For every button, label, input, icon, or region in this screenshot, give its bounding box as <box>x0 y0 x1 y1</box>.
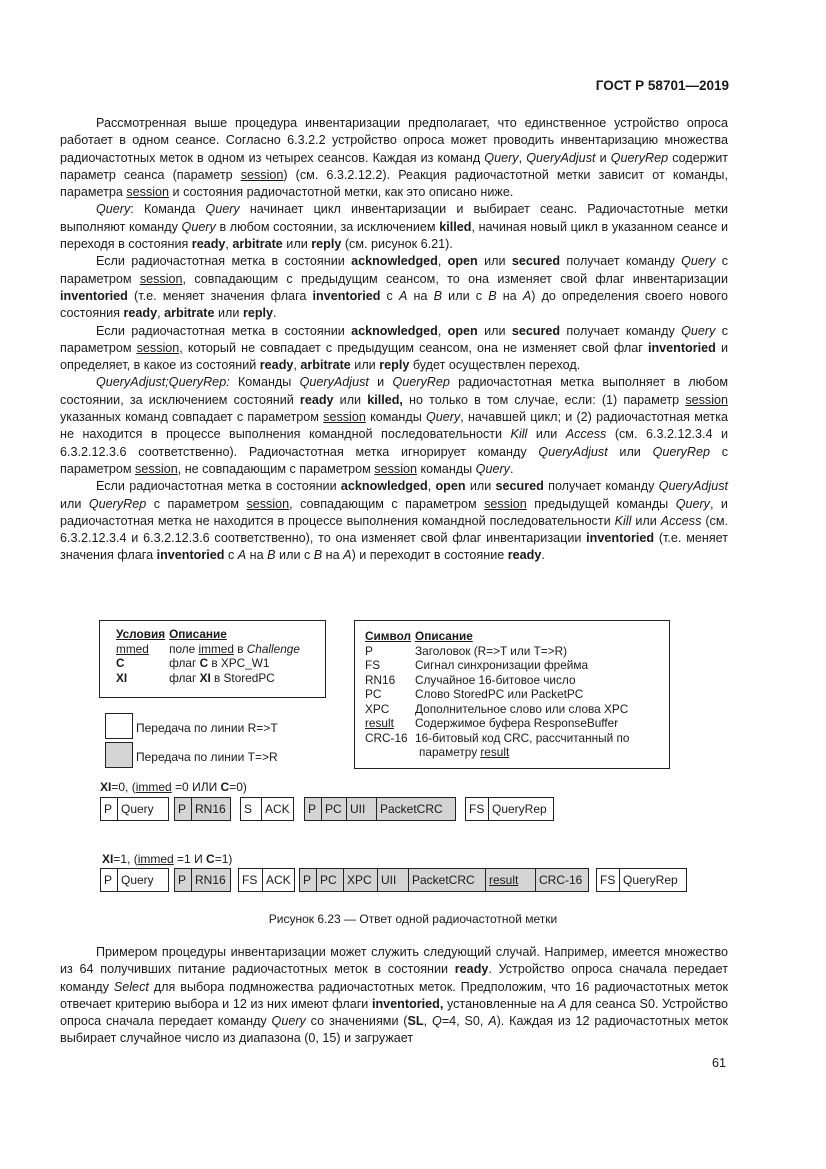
seq2-cell: QueryRep <box>619 868 687 892</box>
legend-tr-label: Передача по линии T=>R <box>136 750 278 764</box>
seq2-cell: FS <box>596 868 620 892</box>
seq1-cell: PacketCRC <box>376 797 456 821</box>
seq1-cell: P <box>100 797 118 821</box>
seq1-cell: PC <box>321 797 347 821</box>
seq2-cell: P <box>100 868 118 892</box>
seq2-cell: UII <box>377 868 409 892</box>
paragraph-7: Примером процедуры инвентаризации может служить следующий случай. Например, имеется множество из 64 получивших питание радиочастотных меток в состоянии ready. Устройство опроса сначала передает команду Select для выбора подмножества радиочастотных меток. Предположим, что 16 радиочастотных меток отвечает критерию выбора и 12 из них имеют флаги inventoried, установленные на A для сеанса S0. Устройство опроса сначала передает команду Query со значениями (SL, Q=4, S0, A). Каждая из 12 радиочастотных меток выбирает случайное число из диапазона (0, 15) и загружает <box>60 945 728 1046</box>
body-text-top <box>60 115 728 565</box>
seq2-cell: PacketCRC <box>408 868 486 892</box>
document-header: ГОСТ Р 58701—2019 <box>595 78 729 93</box>
paragraph-2: Query: Команда Query начинает цикл инвентаризации и выбирает сеанс. Радиочастотные метки выполняют команду Query в любом состоянии, за исключением killed, начиная новый цикл в указанном сеансе и переходя в состояния ready, arbitrate или reply (см. рисунок 6.21). <box>60 202 729 252</box>
paragraph-3: Если радиочастотная метка в состоянии acknowledged, open или secured получает команду Query с параметром session, совпадающим с предыдущим сеансом, то она изменяет свой флаг инвентаризации inventoried (т.е. меняет значения флага inventoried с A на B или с B на A) до определения своего нового состояния ready, arbitrate или reply. <box>60 254 728 321</box>
conditions-box <box>99 620 326 698</box>
legend-rt-label: Передача по линии R=>T <box>136 721 278 735</box>
seq2-cell: FS <box>238 868 263 892</box>
paragraph-6: Если радиочастотная метка в состоянии acknowledged, open или secured получает команду QueryAdjust или QueryRep с параметром session, совпадающим с параметром session предыдущей команды Query, и радиочастотная метка не находится в процессе выполнения командной последовательности Kill или Access (см. 6.3.2.12.3.4 и 6.3.2.12.3.6 соответственно), то она изменяет свой флаг инвентаризации inventoried (т.е. меняет значения флага inventoried с A на B или с B на A) и переходит в состояние ready. <box>60 479 728 563</box>
sequence-1-condition: XI=0, (immed =0 ИЛИ C=0) <box>100 780 247 794</box>
page-number: 61 <box>711 1056 726 1070</box>
seq2-cell: P <box>174 868 192 892</box>
seq1-cell: RN16 <box>191 797 231 821</box>
seq2-cell: PC <box>316 868 344 892</box>
body-text-bottom <box>60 944 728 1048</box>
seq1-cell: P <box>304 797 322 821</box>
seq2-cell: CRC-16 <box>535 868 589 892</box>
sequence-2-condition: XI=1, (immed =1 И C=1) <box>102 852 233 866</box>
seq1-cell: QueryRep <box>488 797 554 821</box>
seq1-cell: UII <box>346 797 377 821</box>
paragraph-4: Если радиочастотная метка в состоянии acknowledged, open или secured получает команду Query с параметром session, который не совпадает с предыдущим сеансом, она не изменяет свой флаг inventoried и определяет, в какое из состояний ready, arbitrate или reply будет осуществлен переход. <box>60 323 728 373</box>
seq2-cell: XPC <box>343 868 378 892</box>
seq2-cell: result <box>485 868 536 892</box>
legend-rt-swatch <box>105 713 133 739</box>
paragraph-1: Рассмотренная выше процедура инвентаризации предполагает, что единственное устройство опроса работает в одном сеансе. Согласно 6.3.2.2 устройство опроса может проводить инвентаризацию множества радиочастотных меток в одном из четырех сеансов. Каждая из команд Query, QueryAdjust и QueryRep содержит параметр сеанса (параметр session) (см. 6.3.2.12.2). Реакция радиочастотной метки зависит от команды, параметра session и состояния радиочастотной метки, как это описано ниже. <box>60 116 728 200</box>
seq2-cell: Query <box>117 868 169 892</box>
symbols-table: Символ Описание P Заголовок (R=>T или T=>R) FS Сигнал синхронизации фрейма RN16 Случайное 16-битовое число PC Слово StoredPC или PacketPC XPC Дополнительное слово или слова XPC result Содержимое буфера ResponseBuffer CRC-16 16-битовый код CRC, рассчитанный по параметру result <box>365 629 630 759</box>
seq1-cell: ACK <box>261 797 294 821</box>
conditions-table: Условия Описание mmed поле immed в Challenge C флаг C в XPC_W1 XI флаг XI в StoredPC <box>116 627 300 685</box>
seq1-cell: P <box>174 797 192 821</box>
seq1-cell: FS <box>465 797 489 821</box>
seq2-cell: RN16 <box>191 868 231 892</box>
paragraph-5: QueryAdjust;QueryRep: Команды QueryAdjust и QueryRep радиочастотная метка выполняет в любом состоянии, за исключением состояний ready или killed, но только в том случае, если: (1) параметр session указанных команд совпадает с параметром session команды Query, начавшей цикл; и (2) радиочастотная метка не находится в процессе выполнения командной последовательности Kill или Access (см. 6.3.2.12.3.4 и 6.3.2.12.3.6 соответственно). Радиочастотная метка игнорирует команду QueryAdjust или QueryRep с параметром session, не совпадающим с параметром session команды Query. <box>60 375 729 476</box>
seq1-cell: Query <box>117 797 169 821</box>
seq2-cell: P <box>299 868 317 892</box>
symbols-box <box>354 620 670 769</box>
seq1-cell: S <box>240 797 262 821</box>
seq2-cell: ACK <box>262 868 295 892</box>
legend-tr-swatch <box>105 742 133 768</box>
figure-caption: Рисунок 6.23 — Ответ одной радиочастотной метки <box>268 912 558 926</box>
